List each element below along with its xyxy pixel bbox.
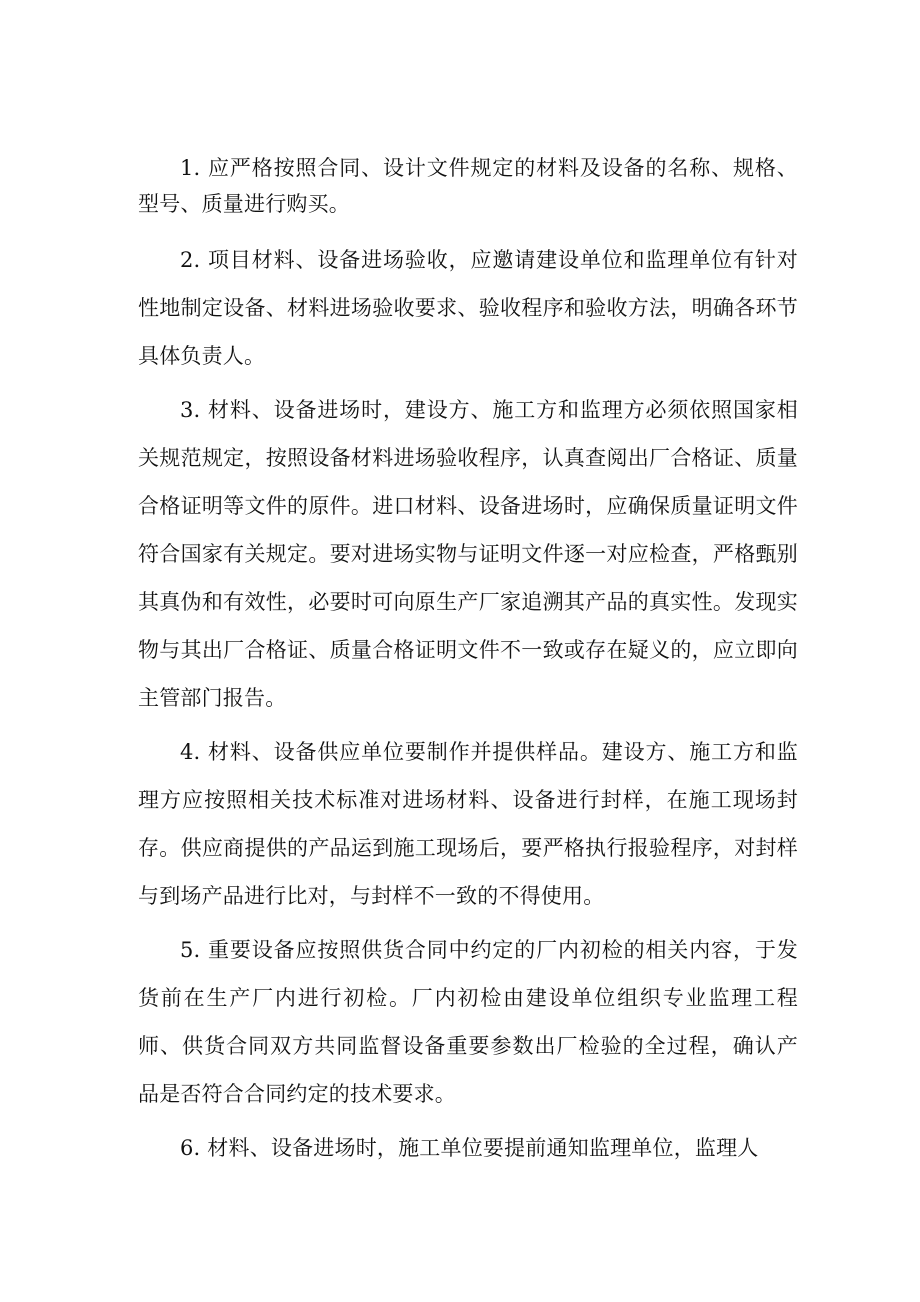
paragraph-6: 6. 材料、设备进场时，施工单位要提前通知监理单位，监理人 <box>180 1136 759 1160</box>
document-body <box>138 150 798 1172</box>
paragraph-5: 5. 重要设备应按照供货合同中约定的厂内初检的相关内容，于发货前在生产厂内进行初检。厂内初检由建设单位组织专业监理工程 师、供货合同双方共同监督设备重要参数出厂检验的全过程，确认产 品是否符合合同约定的技术要求。 <box>138 938 798 1106</box>
paragraph-2: 2. 项目材料、设备进场验收，应邀请建设单位和监理单位有针对性地制定设备、材料进场验收要求、验收程序和验收方法，明确各环节具体负责人。 <box>138 248 798 368</box>
paragraph-4: 4. 材料、设备供应单位要制作并提供样品。建设方、施工方和监理方应按照相关技术标准对进场材料、设备进行封样，在施工现场封存。供应商提供的产品运到施工现场后，要严格执行报验程序，对封样与到场产品进行比对，与封样不一致的不得使用。 <box>138 740 798 908</box>
paragraph-1: 1. 应严格按照合同、设计文件规定的材料及设备的名称、规格、型号、质量进行购买。 <box>138 156 798 216</box>
paragraph-3: 3. 材料、设备进场时，建设方、施工方和监理方必须依照国家相关规范规定，按照设备材料进场验收程序，认真查阅出厂合格证、质量合格证明等文件的原件。进口材料、设备进场时，应确保质量证明文件符合国家有关规定。要对进场实物与证明文件逐一对应检查，严格甄别其真伪和有效性，必要时可向原生产厂家追溯其产品的真实性。发现实物与其出厂合格证、质量合格证明文件不一致或存在疑义的，应立即向主管部门报告。 <box>138 398 798 710</box>
